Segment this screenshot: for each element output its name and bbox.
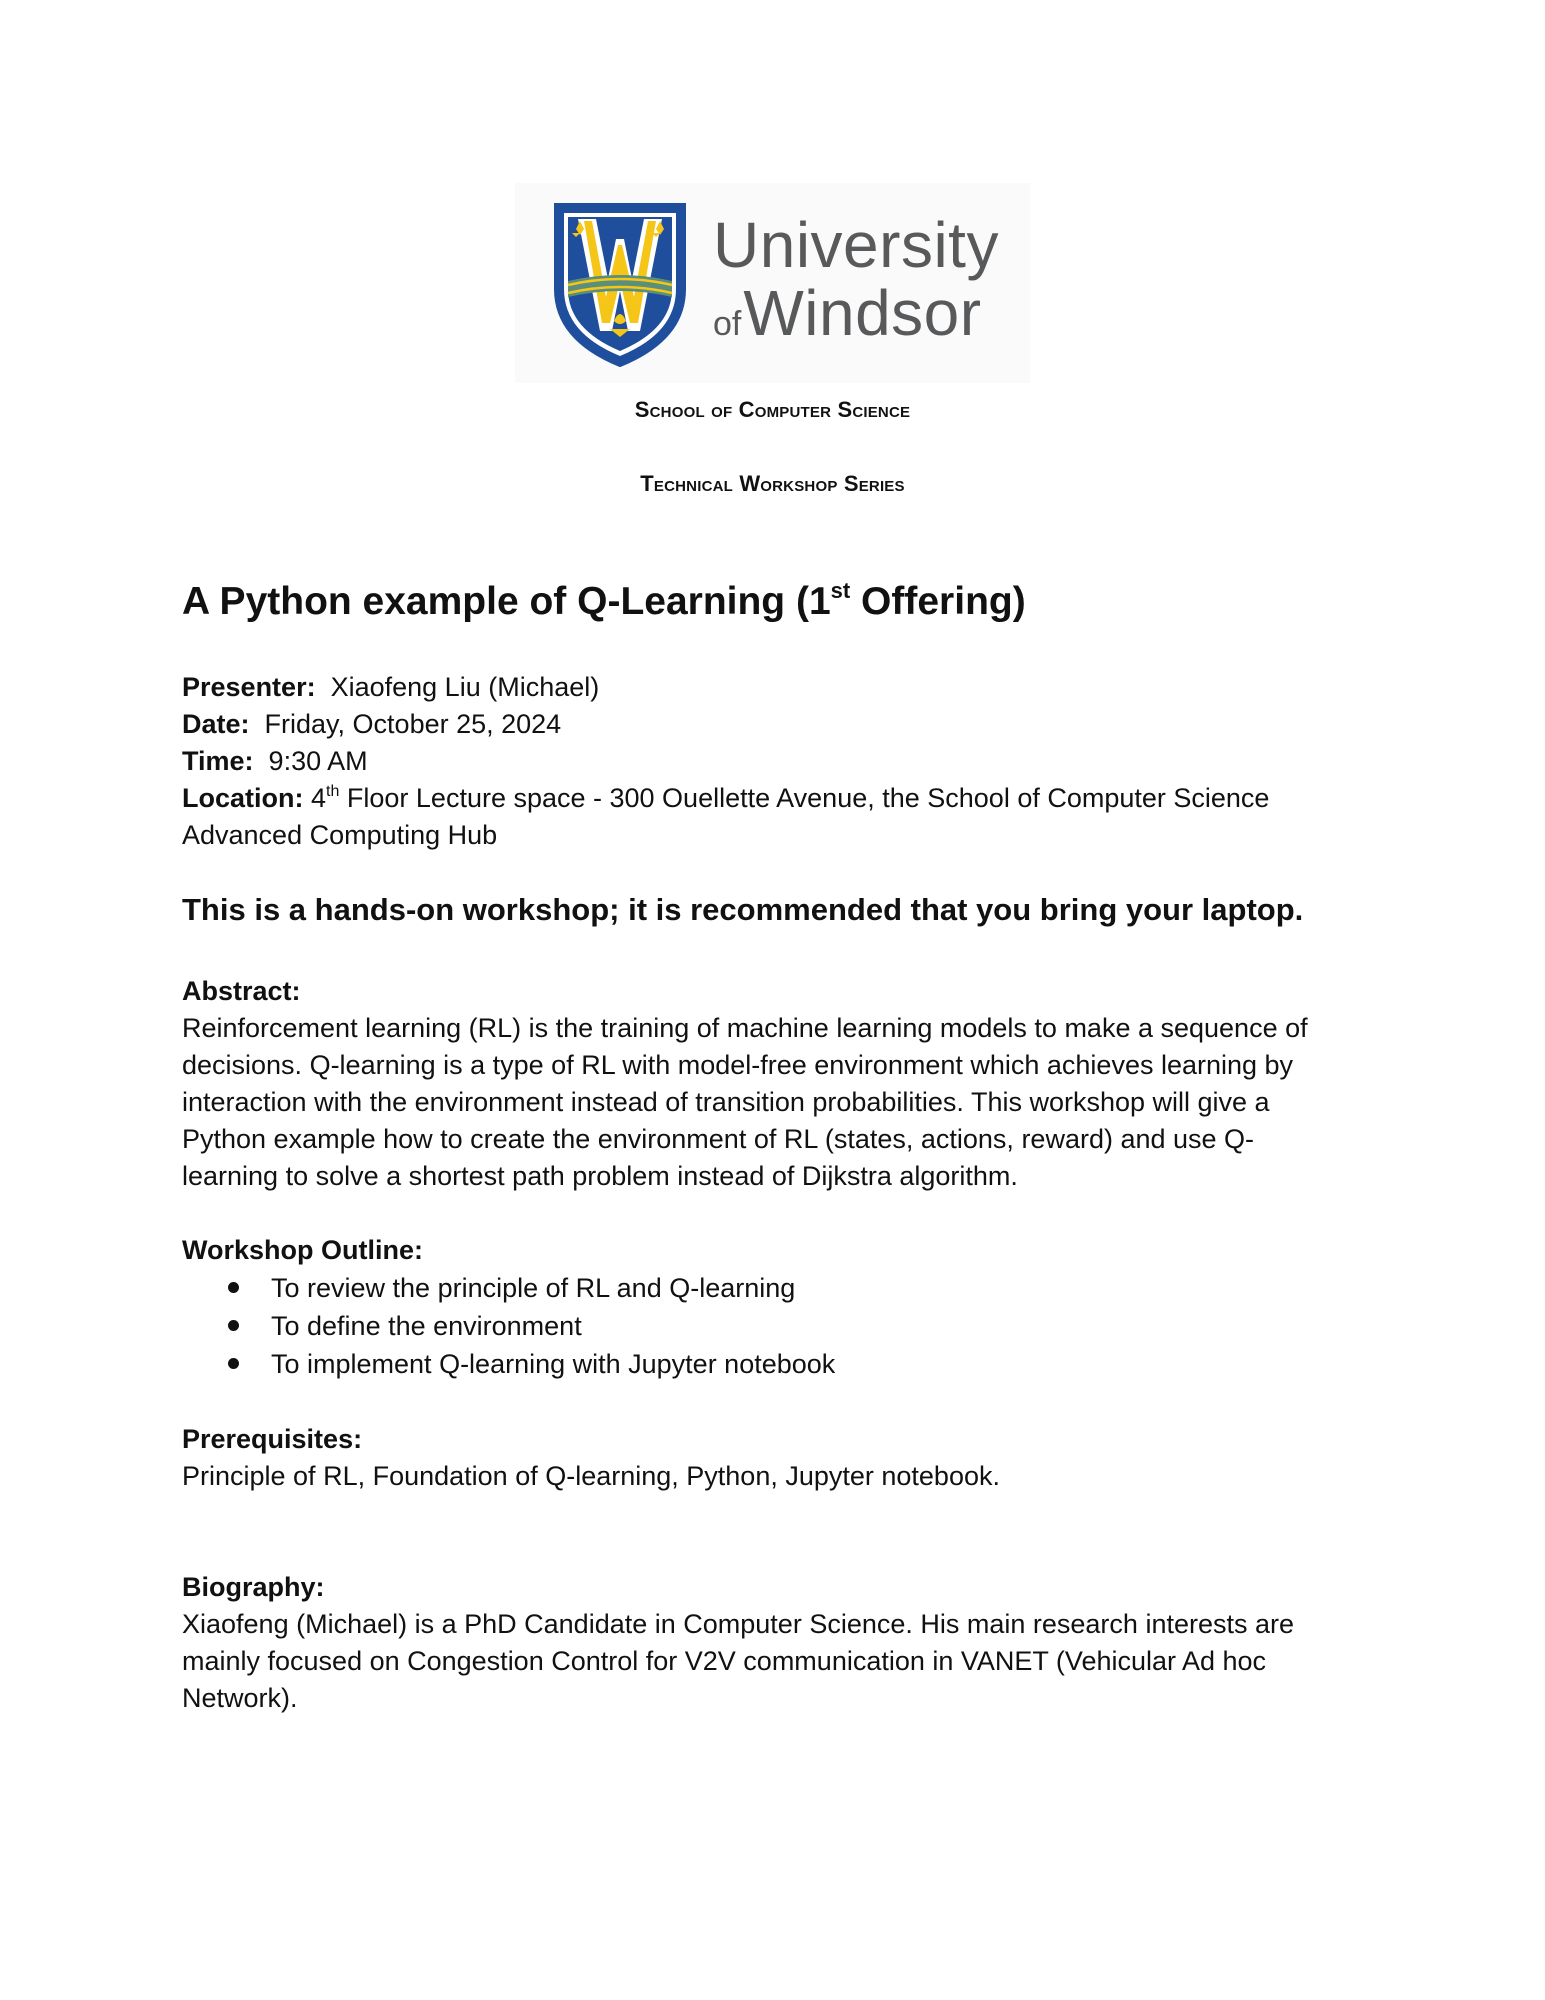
title-main: A Python example of Q-Learning (1 bbox=[182, 580, 831, 623]
time-row bbox=[182, 743, 1362, 780]
bullet-icon bbox=[228, 1282, 239, 1293]
logo-windsor-text: Windsor bbox=[743, 277, 982, 349]
abstract-line: learning to solve a shortest path problem instead of Dijkstra algorithm. bbox=[182, 1161, 1018, 1191]
prerequisites-text: Principle of RL, Foundation of Q-learning, Python, Jupyter notebook. bbox=[182, 1461, 1000, 1491]
abstract-line: interaction with the environment instead of transition probabilities. This workshop will give a bbox=[182, 1087, 1270, 1117]
presenter-label: Presenter: bbox=[182, 672, 316, 702]
school-heading: School of Computer Science bbox=[634, 397, 911, 422]
biography-section bbox=[182, 1569, 1362, 1717]
event-info bbox=[182, 669, 1362, 854]
presenter-value: Xiaofeng Liu (Michael) bbox=[330, 672, 600, 702]
abstract-line: Reinforcement learning (RL) is the training of machine learning models to make a sequence of bbox=[182, 1013, 1308, 1043]
location-value: Floor Lecture space - 300 Ouellette Avenue, the School of Computer Science bbox=[339, 783, 1270, 813]
list-item bbox=[182, 1307, 1362, 1345]
bullet-icon bbox=[228, 1358, 239, 1369]
logo-windsor-line bbox=[713, 277, 999, 349]
shield-crest-icon bbox=[550, 199, 690, 369]
time-value: 9:30 AM bbox=[268, 746, 368, 776]
logo-wordmark bbox=[713, 209, 999, 349]
title-suffix: Offering) bbox=[850, 580, 1026, 623]
hands-on-notice: This is a hands-on workshop; it is recommended that you bring your laptop. bbox=[182, 892, 1304, 927]
university-logo bbox=[515, 183, 1030, 383]
outline-section bbox=[182, 1232, 1362, 1383]
abstract-section bbox=[182, 973, 1362, 1195]
bullet-icon bbox=[228, 1320, 239, 1331]
date-label: Date: bbox=[182, 709, 250, 739]
biography-heading: Biography: bbox=[182, 1572, 325, 1602]
location-floor-number: 4 bbox=[311, 783, 327, 813]
title-superscript: st bbox=[830, 578, 851, 603]
prerequisites-heading: Prerequisites: bbox=[182, 1424, 363, 1454]
date-row bbox=[182, 706, 1362, 743]
abstract-heading: Abstract: bbox=[182, 976, 301, 1006]
biography-line: Xiaofeng (Michael) is a PhD Candidate in Computer Science. His main research interests are bbox=[182, 1609, 1295, 1639]
outline-heading: Workshop Outline: bbox=[182, 1235, 423, 1265]
series-heading: Technical Workshop Series bbox=[640, 471, 905, 496]
logo-university-text: University bbox=[713, 209, 999, 281]
list-item-text: To implement Q-learning with Jupyter notebook bbox=[271, 1349, 836, 1379]
abstract-line: Python example how to create the environment of RL (states, actions, reward) and use Q- bbox=[182, 1124, 1255, 1154]
abstract-line: decisions. Q-learning is a type of RL with model-free environment which achieves learning by bbox=[182, 1050, 1294, 1080]
list-item bbox=[182, 1345, 1362, 1383]
outline-list bbox=[182, 1269, 1362, 1383]
logo-of-text: of bbox=[713, 305, 742, 343]
list-item bbox=[182, 1269, 1362, 1307]
biography-line: Network). bbox=[182, 1683, 298, 1713]
list-item-text: To review the principle of RL and Q-learning bbox=[271, 1273, 796, 1303]
location-floor-suffix: th bbox=[326, 783, 340, 800]
prerequisites-section bbox=[182, 1421, 1362, 1495]
location-row bbox=[182, 780, 1362, 817]
location-label: Location: bbox=[182, 783, 304, 813]
presenter-row bbox=[182, 669, 1362, 706]
page-title bbox=[182, 580, 1026, 624]
list-item-text: To define the environment bbox=[271, 1311, 582, 1341]
date-value: Friday, October 25, 2024 bbox=[264, 709, 562, 739]
location-row-2: Advanced Computing Hub bbox=[182, 820, 498, 850]
biography-line: mainly focused on Congestion Control for V2V communication in VANET (Vehicular Ad hoc bbox=[182, 1646, 1267, 1676]
time-label: Time: bbox=[182, 746, 254, 776]
